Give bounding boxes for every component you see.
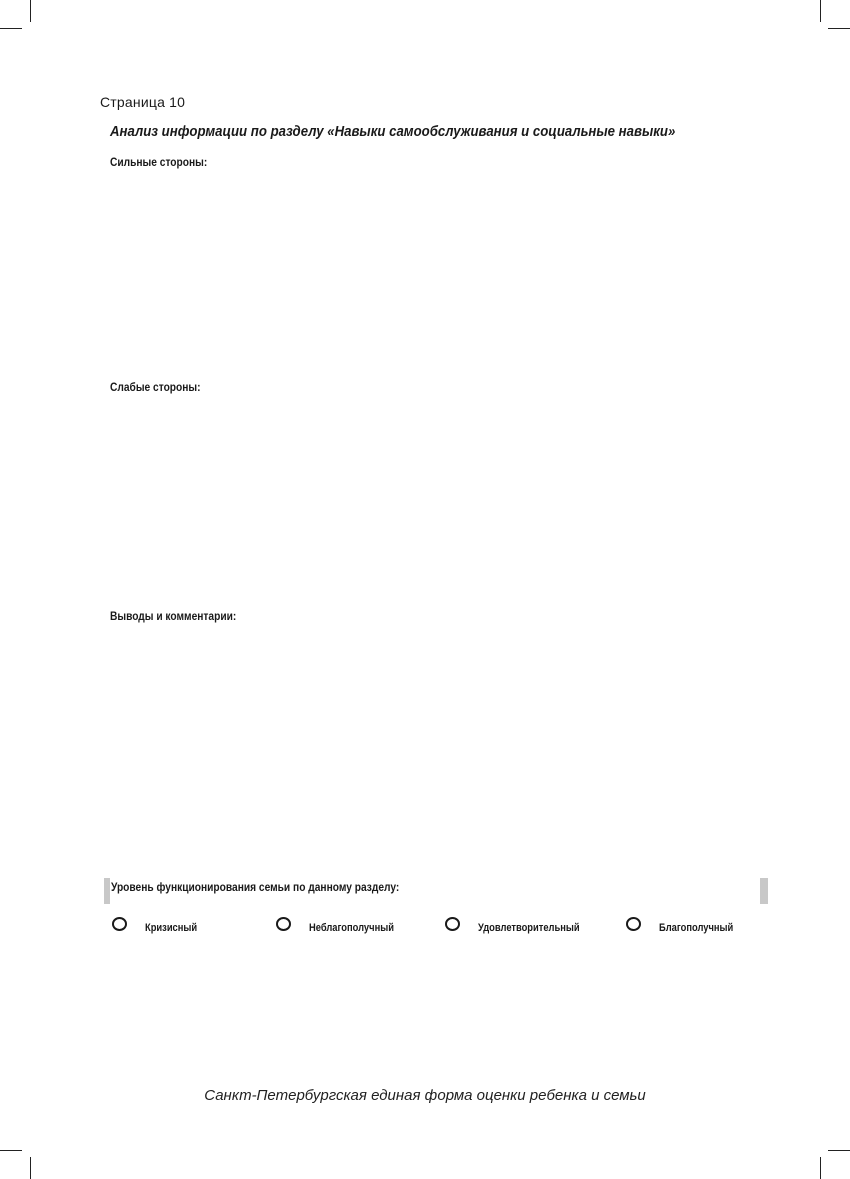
crop-mark bbox=[30, 0, 31, 22]
weaknesses-field[interactable] bbox=[110, 397, 760, 597]
conclusions-field[interactable] bbox=[110, 626, 760, 866]
radio-circle-icon[interactable] bbox=[112, 917, 127, 931]
crop-mark bbox=[828, 28, 850, 29]
weaknesses-label: Слабые стороны: bbox=[110, 380, 201, 394]
level-header-marker bbox=[760, 878, 768, 904]
radio-circle-icon[interactable] bbox=[445, 917, 460, 931]
radio-circle-icon[interactable] bbox=[626, 917, 641, 931]
option-label: Неблагополучный bbox=[309, 922, 394, 934]
crop-mark bbox=[820, 1157, 821, 1179]
level-label: Уровень функционирования семьи по данному разделу: bbox=[111, 880, 400, 894]
crop-mark bbox=[828, 1150, 850, 1151]
crop-mark bbox=[820, 0, 821, 22]
conclusions-label: Выводы и комментарии: bbox=[110, 609, 237, 623]
page-number: Страница 10 bbox=[100, 94, 186, 110]
crop-mark bbox=[0, 1150, 22, 1151]
footer-text: Санкт-Петербургская единая форма оценки ребенка и семьи bbox=[204, 1087, 646, 1104]
option-label: Удовлетворительный bbox=[478, 922, 580, 934]
radio-circle-icon[interactable] bbox=[276, 917, 291, 931]
crop-mark bbox=[30, 1157, 31, 1179]
level-header bbox=[104, 878, 768, 904]
option-label: Кризисный bbox=[145, 922, 198, 934]
strengths-label: Сильные стороны: bbox=[110, 155, 208, 169]
option-label: Благополучный bbox=[659, 922, 734, 934]
section-title: Анализ информации по разделу «Навыки самообслуживания и социальные навыки» bbox=[110, 123, 676, 140]
level-header-marker bbox=[104, 878, 110, 904]
strengths-field[interactable] bbox=[110, 172, 760, 372]
crop-mark bbox=[0, 28, 22, 29]
